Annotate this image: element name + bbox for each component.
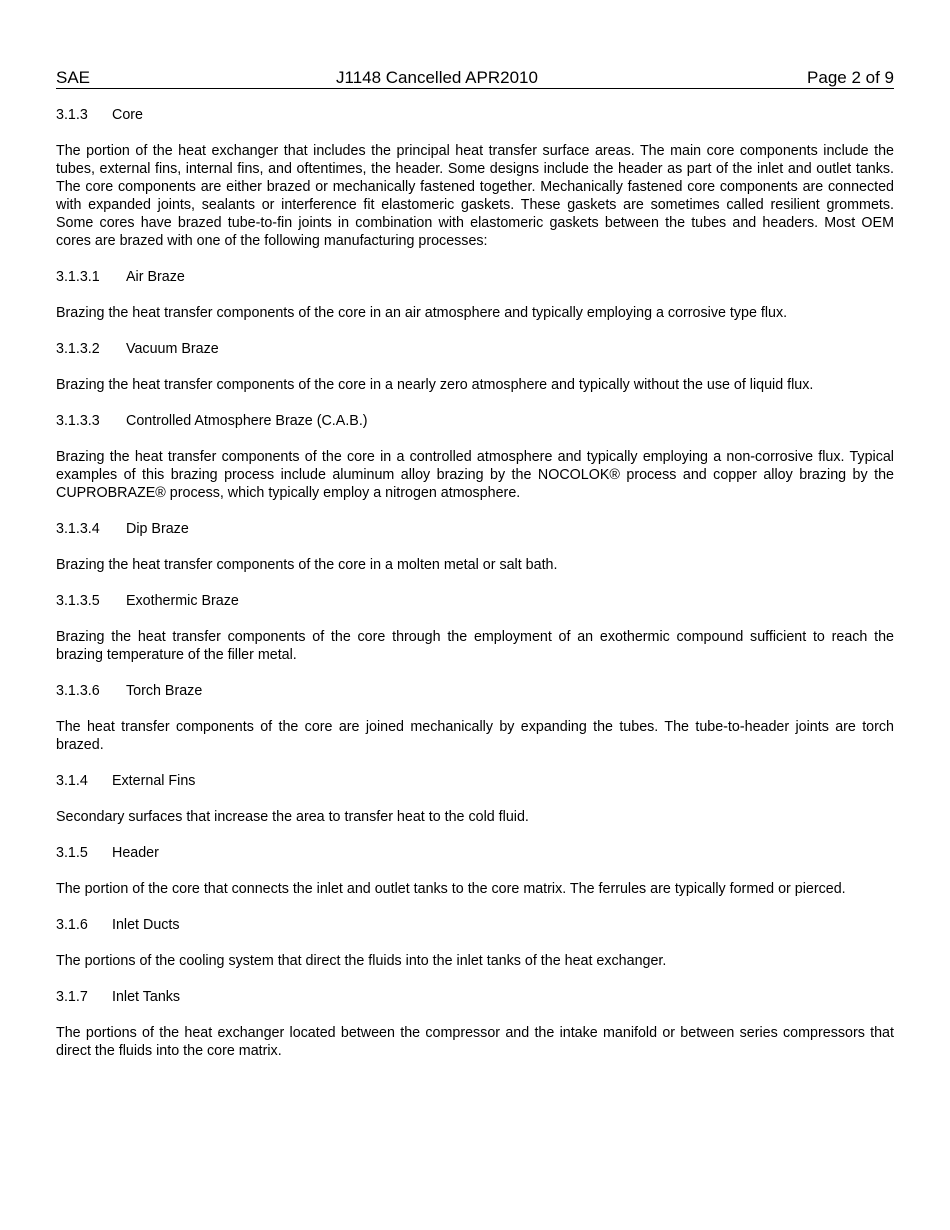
section-paragraph: The portion of the core that connects the inlet and outlet tanks to the core matrix. The ferrules are typically formed or pierced.: [56, 881, 846, 897]
document-body: [56, 106, 894, 1078]
section-paragraph: The portions of the cooling system that direct the fluids into the inlet tanks of the heat exchanger.: [56, 953, 667, 969]
section-heading: [56, 988, 894, 1006]
section-paragraph: Secondary surfaces that increase the area to transfer heat to the cold fluid.: [56, 809, 529, 825]
section-heading: [56, 592, 894, 610]
section-number: 3.1.3.6: [56, 683, 100, 699]
section-title: Torch Braze: [126, 683, 203, 699]
section-title: Vacuum Braze: [126, 341, 219, 357]
section-heading: [56, 520, 894, 538]
section-title: Inlet Tanks: [112, 989, 181, 1005]
section-number: 3.1.3.5: [56, 593, 100, 609]
section-paragraph: Brazing the heat transfer components of the core in a controlled atmosphere and typically employing a non-corrosive flux. Typical examples of this brazing process include aluminum alloy brazing by the NOCOLOK® process and copper alloy brazing by the CUPROBRAZE® process, which typically employ a nitrogen atmosphere.: [56, 449, 894, 501]
page-header: [56, 68, 894, 89]
section-paragraph: The heat transfer components of the core are joined mechanically by expanding the tubes. The tube-to-header joints are torch brazed.: [56, 719, 894, 753]
section-number: 3.1.3: [56, 107, 88, 123]
section-number: 3.1.6: [56, 917, 88, 933]
header-org: SAE: [56, 68, 91, 87]
section-paragraph: Brazing the heat transfer components of the core in an air atmosphere and typically employing a corrosive type flux.: [56, 305, 788, 321]
section-title: Header: [112, 845, 159, 861]
section-title: Controlled Atmosphere Braze (C.A.B.): [126, 413, 368, 429]
section-paragraph: The portion of the heat exchanger that includes the principal heat transfer surface areas. The main core components include the tubes, external fins, internal fins, and oftentimes, the header. Some designs include the header as part of the inlet and outlet tanks. The core components are either brazed or mechanically fastened together. Mechanically fastened core components are connected with expanded joints, sealants or interference fit elastomeric gaskets. These gaskets are sometimes called resilient grommets. Some cores have brazed tube-to-fin joints in combination with elastomeric gaskets between the tubes and headers. Most OEM cores are brazed with one of the following manufacturing processes:: [56, 143, 894, 249]
section-title: External Fins: [112, 773, 196, 789]
section-paragraph: Brazing the heat transfer components of the core in a molten metal or salt bath.: [56, 557, 558, 573]
section-title: Dip Braze: [126, 521, 189, 537]
section-heading: [56, 268, 894, 286]
header-doc-id: J1148 Cancelled APR2010: [336, 68, 538, 87]
section-title: Core: [112, 107, 143, 123]
header-page-number: Page 2 of 9: [807, 68, 894, 87]
section-heading: [56, 772, 894, 790]
section-heading: [56, 340, 894, 358]
section-heading: [56, 844, 894, 862]
section-heading: [56, 682, 894, 700]
section-title: Air Braze: [126, 269, 185, 285]
section-number: 3.1.5: [56, 845, 88, 861]
section-title: Inlet Ducts: [112, 917, 180, 933]
section-number: 3.1.3.4: [56, 521, 100, 537]
section-number: 3.1.3.3: [56, 413, 100, 429]
section-number: 3.1.3.1: [56, 269, 100, 285]
section-paragraph: Brazing the heat transfer components of the core in a nearly zero atmosphere and typically without the use of liquid flux.: [56, 377, 814, 393]
section-heading: [56, 106, 894, 124]
section-number: 3.1.7: [56, 989, 88, 1005]
section-paragraph: The portions of the heat exchanger located between the compressor and the intake manifold or between series compressors that direct the fluids into the core matrix.: [56, 1025, 894, 1059]
section-heading: [56, 412, 894, 430]
section-paragraph: Brazing the heat transfer components of the core through the employment of an exothermic compound sufficient to reach the brazing temperature of the filler metal.: [56, 629, 894, 663]
section-title: Exothermic Braze: [126, 593, 239, 609]
section-heading: [56, 916, 894, 934]
section-number: 3.1.3.2: [56, 341, 100, 357]
section-number: 3.1.4: [56, 773, 88, 789]
